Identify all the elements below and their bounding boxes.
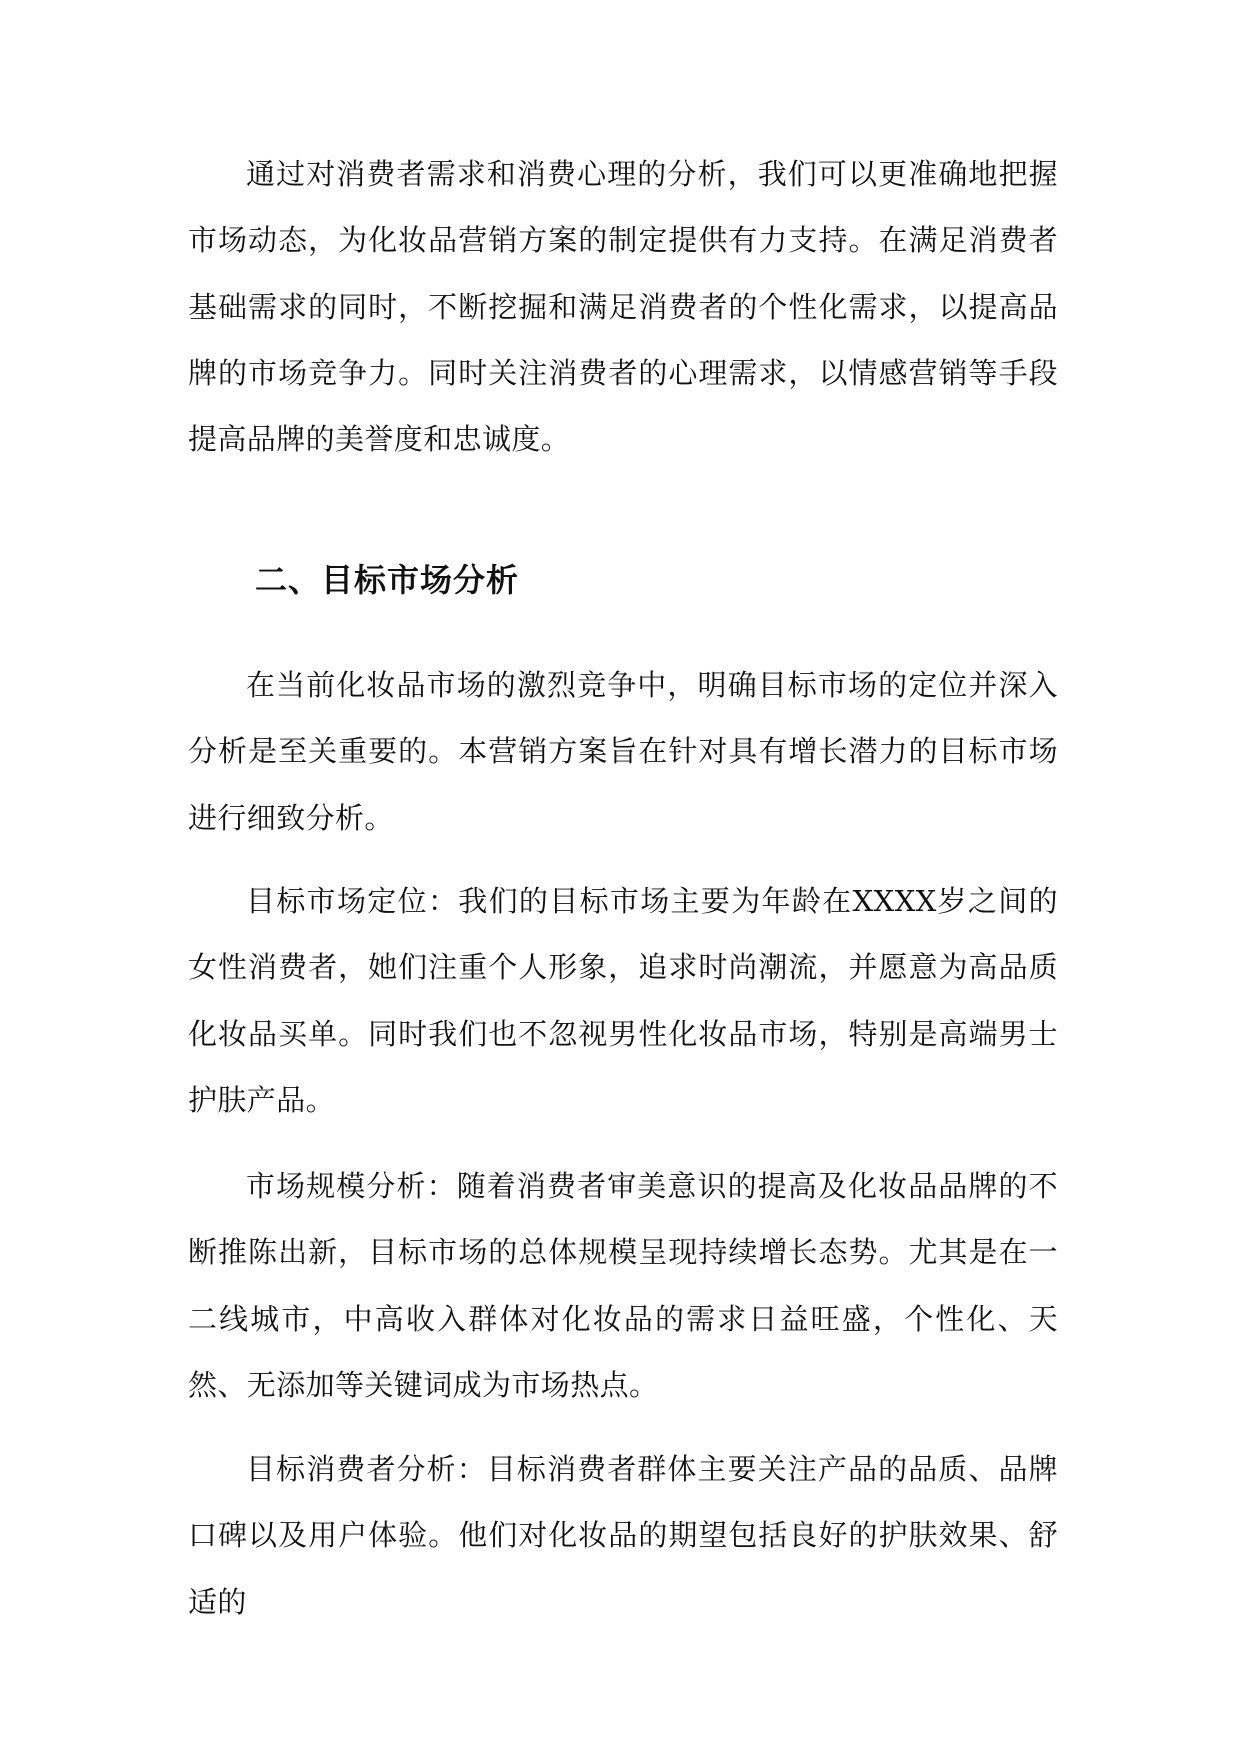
section-heading-target-market: 二、目标市场分析 (255, 561, 520, 599)
paragraph-consumer-analysis-summary: 通过对消费者需求和消费心理的分析，我们可以更准确地把握市场动态，为化妆品营销方案的制定提供有力支持。在满足消费者基础需求的同时，不断挖掘和满足消费者的个性化需求，以提高品牌的市场竞争力。同时关注消费者的心理需求，以情感营销等手段提高品牌的美誉度和忠诚度。 (188, 157, 1058, 457)
paragraph-target-consumers: 目标消费者分析：目标消费者群体主要关注产品的品质、品牌口碑以及用户体验。他们对化妆品的期望包括良好的护肤效果、舒适的 (188, 1452, 1058, 1619)
paragraph-market-competition: 在当前化妆品市场的激烈竞争中，明确目标市场的定位并深入分析是至关重要的。本营销方案旨在针对具有增长潜力的目标市场进行细致分析。 (188, 668, 1058, 835)
paragraph-market-positioning: 目标市场定位：我们的目标市场主要为年龄在XXXX岁之间的女性消费者，她们注重个人形象，追求时尚潮流，并愿意为高品质化妆品买单。同时我们也不忽视男性化妆品市场，特别是高端男士护肤产品。 (188, 884, 1058, 1117)
paragraph-market-size: 市场规模分析：随着消费者审美意识的提高及化妆品品牌的不断推陈出新，目标市场的总体规模呈现持续增长态势。尤其是在一二线城市，中高收入群体对化妆品的需求日益旺盛，个性化、天然、无添加等关键词成为市场热点。 (188, 1169, 1058, 1402)
